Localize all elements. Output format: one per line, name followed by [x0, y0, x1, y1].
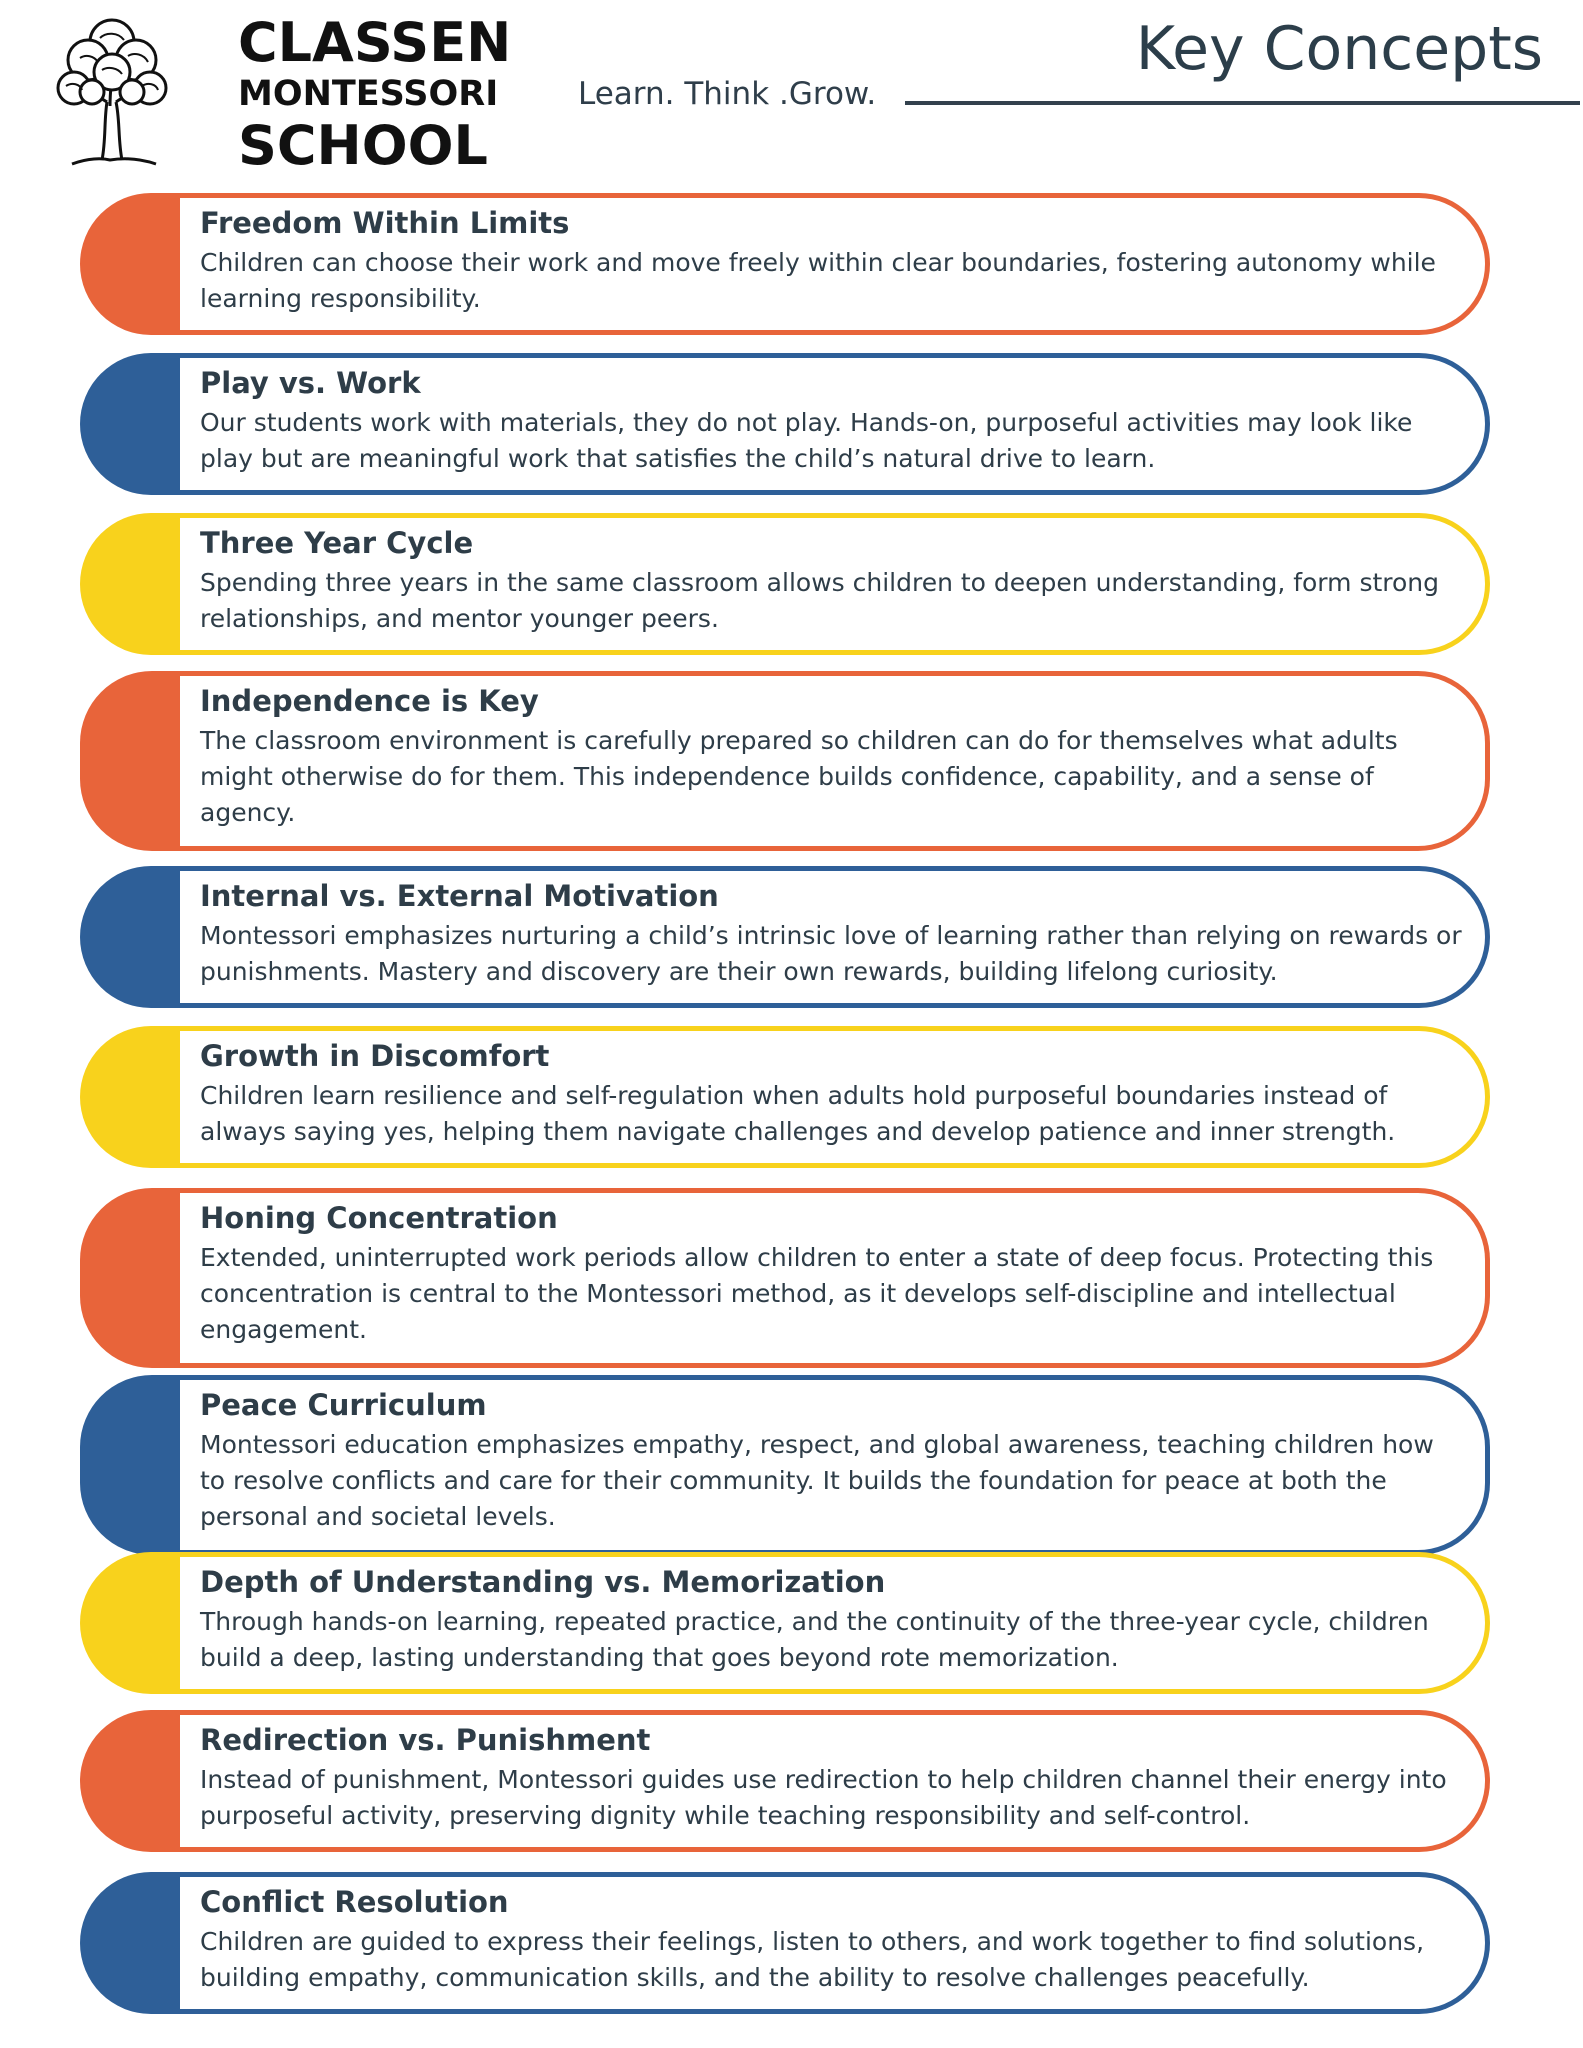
concept-title: Honing Concentration	[200, 1201, 558, 1235]
concept-title: Three Year Cycle	[200, 526, 474, 560]
concept-card	[80, 193, 1490, 335]
concept-title: Internal vs. External Motivation	[200, 879, 719, 913]
concept-text	[200, 523, 1466, 637]
school-name-line3: SCHOOL	[238, 114, 488, 177]
concept-description: Montessori emphasizes nurturing a child’s intrinsic love of learning rather than relying on rewards or punishments. Mastery and discovery are their own rewards, building lifelong curiosity.	[200, 921, 1462, 986]
concept-text	[200, 1036, 1466, 1150]
tagline: Learn. Think .Grow.	[578, 76, 877, 112]
concept-description: Extended, uninterrupted work periods allow children to enter a state of deep focus. Protecting this concentration is central to the Montessori method, as it develops self-discipline and intellectual engagement.	[200, 1243, 1434, 1344]
page-title: Key Concepts	[1135, 14, 1543, 84]
concept-title: Play vs. Work	[200, 366, 421, 400]
concept-card	[80, 1026, 1490, 1168]
concept-card	[80, 1375, 1490, 1555]
tree-logo-icon	[52, 10, 170, 170]
concept-title: Growth in Discomfort	[200, 1039, 550, 1073]
school-name-line1: CLASSEN	[238, 11, 512, 74]
concept-text	[200, 203, 1466, 317]
concept-description: Through hands-on learning, repeated practice, and the continuity of the three-year cycle, children build a deep, lasting understanding that goes beyond rote memorization.	[200, 1607, 1429, 1672]
concept-text	[200, 1882, 1466, 1996]
concept-title: Freedom Within Limits	[200, 206, 570, 240]
concept-title: Depth of Understanding vs. Memorization	[200, 1565, 886, 1599]
concept-description: Children learn resilience and self-regulation when adults hold purposeful boundaries instead of always saying yes, helping them navigate challenges and develop patience and inner strength.	[200, 1081, 1396, 1146]
concept-card	[80, 1710, 1490, 1852]
title-divider	[905, 101, 1580, 105]
concept-text	[200, 1562, 1466, 1676]
school-name-line2: MONTESSORI	[238, 74, 499, 114]
concept-description: The classroom environment is carefully prepared so children can do for themselves what adults might otherwise do for them. This independence builds confidence, capability, and a sense of agency.	[200, 726, 1398, 827]
concept-card	[80, 671, 1490, 851]
concept-card	[80, 353, 1490, 495]
concept-description: Spending three years in the same classroom allows children to deepen understanding, form strong relationships, and mentor younger peers.	[200, 568, 1440, 633]
concept-text	[200, 1385, 1466, 1535]
concept-card	[80, 1552, 1490, 1694]
concept-description: Our students work with materials, they do not play. Hands-on, purposeful activities may look like play but are meaningful work that satisfies the child’s natural drive to learn.	[200, 408, 1413, 473]
school-name	[238, 11, 512, 177]
concept-text	[200, 1198, 1466, 1348]
concept-card	[80, 1872, 1490, 2014]
concept-title: Conflict Resolution	[200, 1885, 509, 1919]
concept-description: Instead of punishment, Montessori guides use redirection to help children channel their energy into purposeful activity, preserving dignity while teaching responsibility and self-control.	[200, 1765, 1447, 1830]
concept-description: Children can choose their work and move freely within clear boundaries, fostering autonomy while learning responsibility.	[200, 248, 1436, 313]
concept-title: Peace Curriculum	[200, 1388, 487, 1422]
concept-description: Children are guided to express their feelings, listen to others, and work together to find solutions, building empathy, communication skills, and the ability to resolve challenges peacefully.	[200, 1927, 1425, 1992]
concept-title: Redirection vs. Punishment	[200, 1723, 651, 1757]
concept-text	[200, 363, 1466, 477]
concept-text	[200, 681, 1466, 831]
concept-description: Montessori education emphasizes empathy, respect, and global awareness, teaching children how to resolve conflicts and care for their community. It builds the foundation for peace at both the personal and societal levels.	[200, 1430, 1434, 1531]
concept-title: Independence is Key	[200, 684, 539, 718]
concept-text	[200, 1720, 1466, 1834]
concept-card	[80, 513, 1490, 655]
concept-card	[80, 866, 1490, 1008]
concept-card	[80, 1188, 1490, 1368]
concept-text	[200, 876, 1466, 990]
